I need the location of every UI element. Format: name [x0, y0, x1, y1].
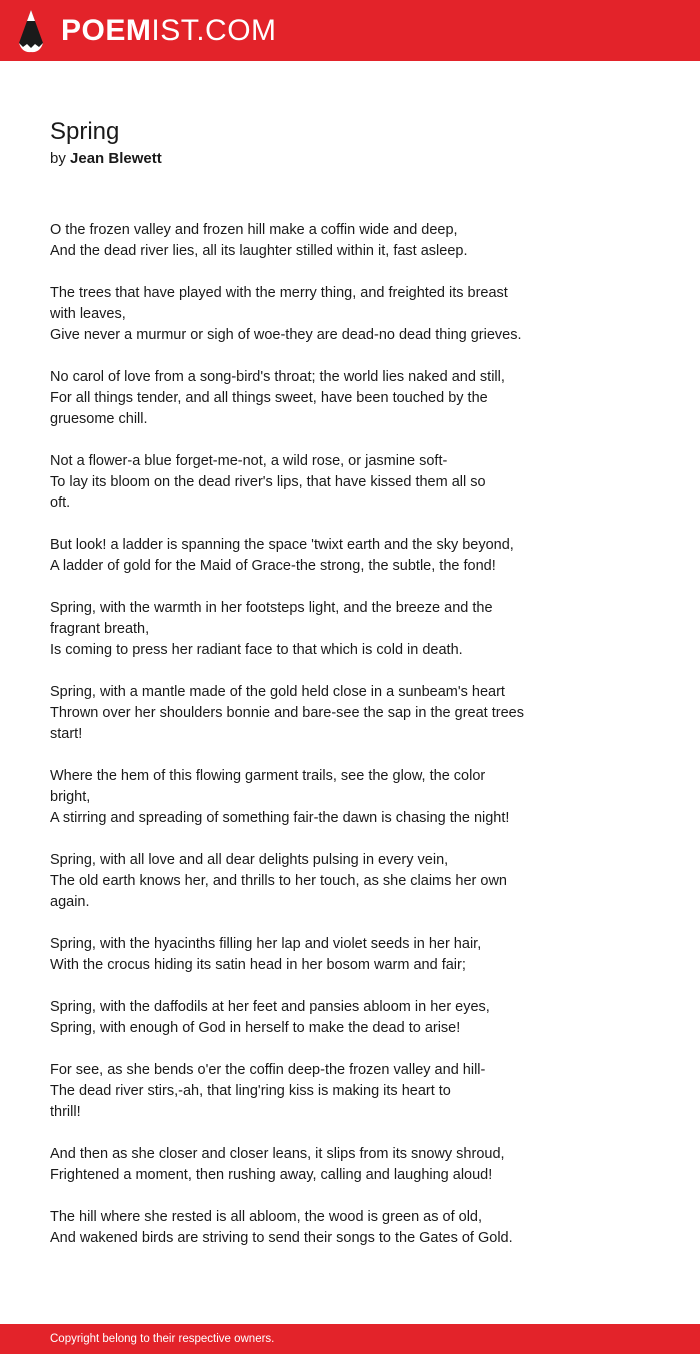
site-logo[interactable]: [18, 9, 277, 53]
poem-line: To lay its bloom on the dead river's lips, that have kissed them all so: [50, 474, 486, 490]
poem-line: The dead river stirs,-ah, that ling'ring kiss is making its heart to: [50, 1083, 451, 1099]
poem-line: A stirring and spreading of something fair-the dawn is chasing the night!: [50, 810, 510, 826]
poem-stanza: [50, 1060, 610, 1123]
poem-line: The old earth knows her, and thrills to her touch, as she claims her own: [50, 873, 507, 889]
poem-line: A ladder of gold for the Maid of Grace-the strong, the subtle, the fond!: [50, 558, 496, 574]
poem-line: With the crocus hiding its satin head in her bosom warm and fair;: [50, 957, 466, 973]
poem-line: And wakened birds are striving to send their songs to the Gates of Gold.: [50, 1230, 513, 1246]
poem-line: oft.: [50, 495, 71, 511]
site-wordmark: [61, 9, 277, 53]
poem-line: bright,: [50, 789, 91, 805]
poem-stanza: [50, 850, 610, 913]
by-label: by: [50, 150, 66, 167]
poem-stanza: [50, 766, 610, 829]
poem-line: with leaves,: [50, 306, 126, 322]
poem-line: And the dead river lies, all its laughter stilled within it, fast asleep.: [50, 243, 468, 259]
brand-bold: POEM: [61, 14, 152, 47]
poem-line: And then as she closer and closer leans, it slips from its snowy shroud,: [50, 1146, 505, 1162]
poem-line: For all things tender, and all things sweet, have been touched by the: [50, 390, 488, 406]
poem-line: Spring, with the hyacinths filling her lap and violet seeds in her hair,: [50, 936, 482, 952]
poem-stanza: [50, 367, 610, 430]
poem-line: Spring, with a mantle made of the gold held close in a sunbeam's heart: [50, 684, 505, 700]
copyright-notice: Copyright belong to their respective owners.: [50, 1333, 275, 1345]
poem-stanza: [50, 283, 610, 346]
poem-line: fragrant breath,: [50, 621, 150, 637]
poem-line: thrill!: [50, 1104, 81, 1120]
poem-stanza: [50, 997, 610, 1039]
poem-line: The hill where she rested is all abloom, the wood is green as of old,: [50, 1209, 483, 1225]
poem-title: Spring: [50, 118, 120, 145]
poem-line: Give never a murmur or sigh of woe-they are dead-no dead thing grieves.: [50, 327, 522, 343]
poem-stanza: [50, 1144, 610, 1186]
poem-stanza: [50, 535, 610, 577]
poem-line: No carol of love from a song-bird's throat; the world lies naked and still,: [50, 369, 505, 385]
poem-line: Not a flower-a blue forget-me-not, a wild rose, or jasmine soft-: [50, 453, 448, 469]
byline: [50, 148, 610, 170]
poem-line: Is coming to press her radiant face to that which is cold in death.: [50, 642, 463, 658]
poem-stanza: [50, 451, 610, 514]
poem-line: The trees that have played with the merry thing, and freighted its breast: [50, 285, 508, 301]
poem-line: Spring, with the daffodils at her feet and pansies abloom in her eyes,: [50, 999, 490, 1015]
poem-line: Spring, with the warmth in her footsteps light, and the breeze and the: [50, 600, 493, 616]
poem-line: Thrown over her shoulders bonnie and bare-see the sap in the great trees: [50, 705, 524, 721]
poem-content: [50, 116, 610, 1270]
poem-line: Spring, with enough of God in herself to make the dead to arise!: [50, 1020, 461, 1036]
author-name[interactable]: Jean Blewett: [70, 150, 162, 167]
poem-body: [50, 220, 610, 1249]
site-footer: [0, 1324, 700, 1354]
poem-line: again.: [50, 894, 90, 910]
poem-stanza: [50, 598, 610, 661]
poem-line: For see, as she bends o'er the coffin deep-the frozen valley and hill-: [50, 1062, 486, 1078]
poem-stanza: [50, 934, 610, 976]
poem-stanza: [50, 682, 610, 745]
poem-line: Frightened a moment, then rushing away, calling and laughing aloud!: [50, 1167, 493, 1183]
poem-stanza: [50, 1207, 610, 1249]
poem-line: But look! a ladder is spanning the space 'twixt earth and the sky beyond,: [50, 537, 514, 553]
poem-line: Spring, with all love and all dear delights pulsing in every vein,: [50, 852, 449, 868]
pencil-tip-icon: [18, 9, 44, 53]
brand-light: IST.COM: [151, 14, 277, 47]
poem-line: O the frozen valley and frozen hill make a coffin wide and deep,: [50, 222, 458, 238]
poem-line: Where the hem of this flowing garment trails, see the glow, the color: [50, 768, 486, 784]
poem-stanza: [50, 220, 610, 262]
poem-line: gruesome chill.: [50, 411, 148, 427]
poem-line: start!: [50, 726, 83, 742]
site-header: [0, 0, 700, 61]
